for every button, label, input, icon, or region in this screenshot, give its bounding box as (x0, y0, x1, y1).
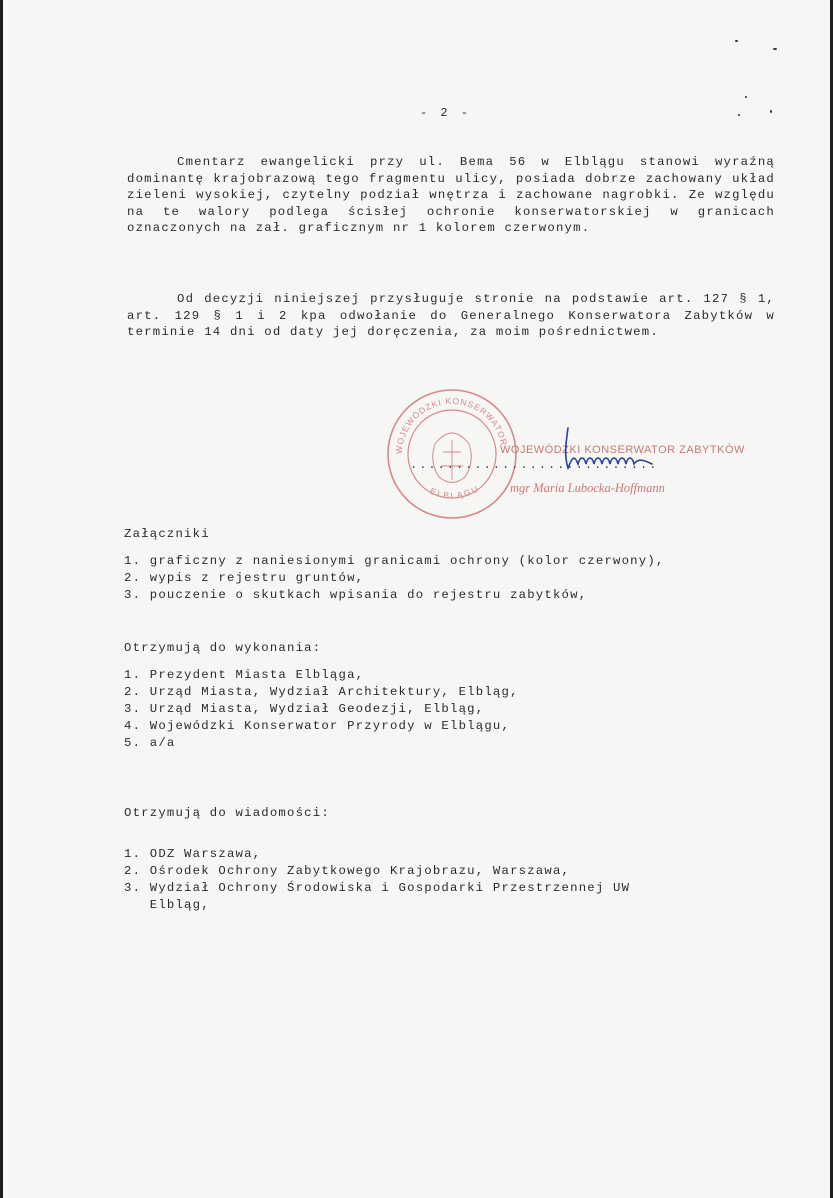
list-item: 3. pouczenie o skutkach wpisania do rejestru zabytków, (124, 588, 588, 602)
list-item: 3. Urząd Miasta, Wydział Geodezji, Elbląg, (124, 702, 485, 716)
stamp-title: WOJEWÓDZKI KONSERWATOR ZABYTKÓW (500, 444, 745, 456)
svg-text:ELBLĄGU (429, 483, 482, 501)
recipients-execution-list (124, 667, 519, 752)
attachments-list (124, 553, 665, 604)
scan-speck (745, 96, 747, 98)
paragraph-appeal (127, 291, 775, 341)
seal-text-bottom: ELBLĄGU (428, 482, 482, 501)
list-item: 2. Ośrodek Ochrony Zabytkowego Krajobrazu, Warszawa, (124, 864, 571, 878)
scan-border-left (0, 0, 3, 1198)
attachments-title: Załączniki (124, 527, 210, 541)
recipients-info-list (124, 846, 630, 914)
seal-text-top: WOJEWÓDZKI KONSERWATOR (393, 395, 510, 455)
paragraph-text: Od decyzji niniejszej przysługuje stronie na podstawie art. 127 § 1, art. 129 § 1 i 2 kpa odwołanie do Generalnego Konserwatora Zabytków w terminie 14 dni od daty jej doręczenia, za moim pośrednictwem. (127, 292, 775, 339)
signature-line: ........................... (410, 458, 659, 472)
paragraph-cemetery (127, 154, 775, 237)
scan-speck (770, 110, 772, 113)
list-item: 4. Wojewódzki Konserwator Przyrody w Elblągu, (124, 719, 511, 733)
signatory-name: mgr Maria Lubocka-Hoffmann (510, 481, 665, 495)
official-round-seal (385, 382, 519, 530)
handwritten-signature (560, 424, 660, 474)
recipients-info-title: Otrzymują do wiadomości: (124, 806, 330, 820)
scan-speck (738, 114, 740, 116)
scan-speck (773, 48, 777, 50)
page-number: - 2 - (420, 106, 472, 120)
scan-speck (735, 40, 738, 42)
list-item: 3. Wydział Ochrony Środowiska i Gospodarki Przestrzennej UW (124, 881, 631, 895)
list-item: 5. a/a (124, 736, 176, 750)
paragraph-text: Cmentarz ewangelicki przy ul. Bema 56 w Elblągu stanowi wyraźną dominantę krajobrazową tego fragmentu ulicy, posiada dobrze zachowany układ zieleni wysokiej, czytelny podział wnętrza i zachowane nagrobki. Ze względu na te walory podlega ścisłej ochronie konserwatorskiej w granicach oznaczonych na zał. graficznym nr 1 kolorem czerwonym. (127, 155, 775, 235)
list-item: 1. Prezydent Miasta Elbląga, (124, 668, 365, 682)
list-item: 2. Urząd Miasta, Wydział Architektury, Elbląg, (124, 685, 519, 699)
list-item: Elbląg, (124, 898, 210, 912)
list-item: 2. wypis z rejestru gruntów, (124, 571, 365, 585)
list-item: 1. graficzny z naniesionymi granicami ochrony (kolor czerwony), (124, 554, 665, 568)
list-item: 1. ODZ Warszawa, (124, 847, 262, 861)
recipients-execution-title: Otrzymują do wykonania: (124, 641, 322, 655)
